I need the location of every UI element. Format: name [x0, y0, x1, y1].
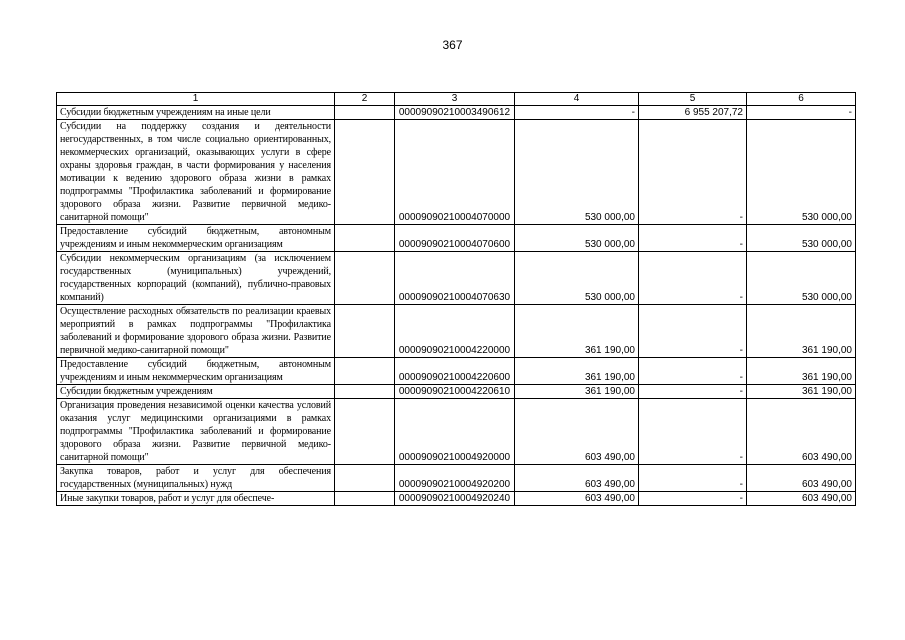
row-value-col4: 530 000,00	[515, 120, 639, 225]
row-value-col5: -	[639, 305, 747, 358]
row-code-cell: 00009090210004920240	[395, 492, 515, 506]
page-number: 367	[442, 38, 463, 52]
table-row	[57, 120, 856, 225]
row-name-cell: Субсидии некоммерческим организациям (за исключением государственных (муниципальных) учреждений, государственных корпораций (компаний), публично-правовых компаний)	[57, 252, 335, 305]
row-value-col6: 361 190,00	[747, 385, 856, 399]
column-header: 4	[515, 93, 639, 106]
row-value-col4: 361 190,00	[515, 358, 639, 385]
row-value-col5: -	[639, 120, 747, 225]
row-section-cell	[335, 252, 395, 305]
row-value-col6: 603 490,00	[747, 492, 856, 506]
row-value-col5: -	[639, 492, 747, 506]
row-value-col6: 530 000,00	[747, 252, 856, 305]
row-value-col6: 603 490,00	[747, 465, 856, 492]
row-section-cell	[335, 106, 395, 120]
column-header: 3	[395, 93, 515, 106]
row-value-col4: 361 190,00	[515, 385, 639, 399]
table-row	[57, 252, 856, 305]
row-section-cell	[335, 120, 395, 225]
row-section-cell	[335, 399, 395, 465]
row-name-cell: Осуществление расходных обязательств по реализации краевых мероприятий в рамках подпрограммы "Профилактика заболеваний и формирование здорового образа жизни. Развитие первичной медико-санитарной помощи"	[57, 305, 335, 358]
row-value-col5: -	[639, 385, 747, 399]
column-header: 6	[747, 93, 856, 106]
budget-table	[56, 92, 856, 506]
row-value-col4: -	[515, 106, 639, 120]
table-row	[57, 358, 856, 385]
row-code-cell: 00009090210004920000	[395, 399, 515, 465]
row-value-col5: -	[639, 252, 747, 305]
row-section-cell	[335, 492, 395, 506]
table-row	[57, 399, 856, 465]
column-header: 2	[335, 93, 395, 106]
row-name-cell: Предоставление субсидий бюджетным, автономным учреждениям и иным некоммерческим организациям	[57, 358, 335, 385]
row-value-col6: 361 190,00	[747, 358, 856, 385]
row-value-col6: 530 000,00	[747, 225, 856, 252]
row-code-cell: 00009090210004220600	[395, 358, 515, 385]
row-name-cell: Субсидии на поддержку создания и деятельности негосударственных, в том числе социально ориентированных, некоммерческих организаций, оказывающих услуги в сфере охраны здоровья граждан, в части формирования у населения мотивации к ведению здорового образа жизни в рамках подпрограммы "Профилактика заболеваний и формирование здорового образа жизни. Развитие первичной медико-санитарной помощи"	[57, 120, 335, 225]
row-name-cell: Организация проведения независимой оценки качества условий оказания услуг медицинскими организациями в рамках подпрограммы "Профилактика заболеваний и формирование здорового образа жизни. Развитие первичной медико-санитарной помощи"	[57, 399, 335, 465]
table-row	[57, 492, 856, 506]
row-section-cell	[335, 385, 395, 399]
row-section-cell	[335, 465, 395, 492]
row-value-col5: -	[639, 225, 747, 252]
row-value-col4: 603 490,00	[515, 465, 639, 492]
row-value-col5: -	[639, 465, 747, 492]
row-name-cell: Субсидии бюджетным учреждениям	[57, 385, 335, 399]
row-value-col6: 603 490,00	[747, 399, 856, 465]
row-code-cell: 00009090210004220610	[395, 385, 515, 399]
table-row	[57, 106, 856, 120]
row-section-cell	[335, 358, 395, 385]
row-value-col5: 6 955 207,72	[639, 106, 747, 120]
row-name-cell: Иные закупки товаров, работ и услуг для обеспече-	[57, 492, 335, 506]
row-value-col5: -	[639, 399, 747, 465]
row-code-cell: 00009090210004070630	[395, 252, 515, 305]
row-value-col4: 361 190,00	[515, 305, 639, 358]
table-header-row	[57, 93, 856, 106]
table-row	[57, 225, 856, 252]
column-header: 1	[57, 93, 335, 106]
row-value-col4: 603 490,00	[515, 399, 639, 465]
row-value-col4: 530 000,00	[515, 252, 639, 305]
row-code-cell: 00009090210004070000	[395, 120, 515, 225]
row-value-col4: 603 490,00	[515, 492, 639, 506]
row-code-cell: 00009090210003490612	[395, 106, 515, 120]
table-row	[57, 465, 856, 492]
row-name-cell: Закупка товаров, работ и услуг для обеспечения государственных (муниципальных) нужд	[57, 465, 335, 492]
row-code-cell: 00009090210004920200	[395, 465, 515, 492]
row-name-cell: Предоставление субсидий бюджетным, автономным учреждениям и иным некоммерческим организациям	[57, 225, 335, 252]
row-value-col6: 530 000,00	[747, 120, 856, 225]
row-value-col6: -	[747, 106, 856, 120]
row-value-col6: 361 190,00	[747, 305, 856, 358]
row-value-col4: 530 000,00	[515, 225, 639, 252]
row-section-cell	[335, 225, 395, 252]
row-name-cell: Субсидии бюджетным учреждениям на иные цели	[57, 106, 335, 120]
row-value-col5: -	[639, 358, 747, 385]
row-code-cell: 00009090210004070600	[395, 225, 515, 252]
table-row	[57, 305, 856, 358]
table-row	[57, 385, 856, 399]
column-header: 5	[639, 93, 747, 106]
row-code-cell: 00009090210004220000	[395, 305, 515, 358]
row-section-cell	[335, 305, 395, 358]
